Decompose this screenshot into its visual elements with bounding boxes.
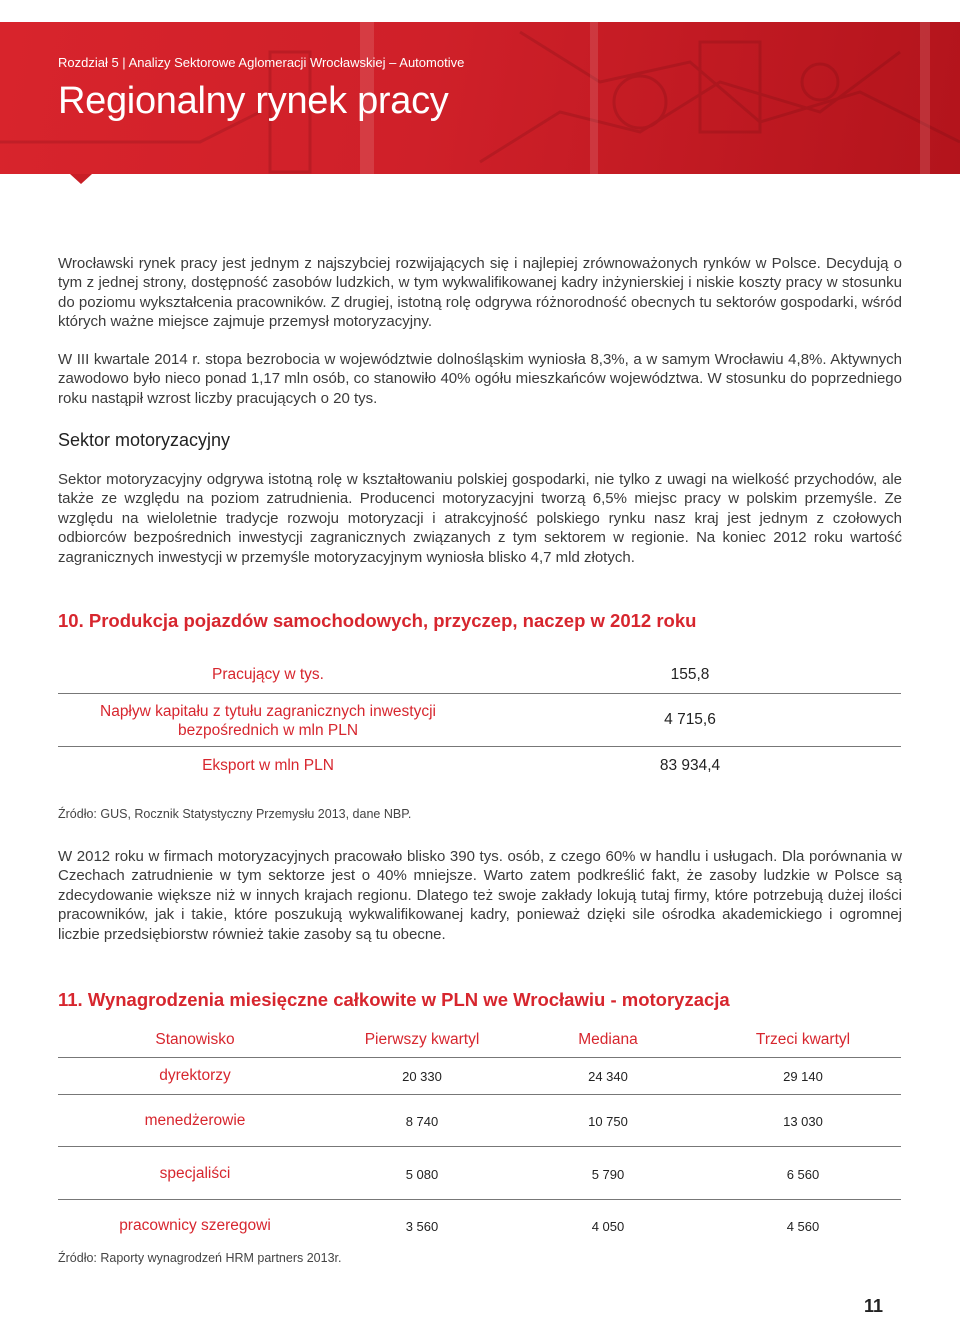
- table-10-divider: [58, 693, 901, 694]
- breadcrumb: Rozdział 5 | Analizy Sektorowe Aglomeracji Wrocławskiej – Automotive: [58, 55, 465, 70]
- table-11-header-position: Stanowisko: [155, 1031, 235, 1048]
- table-11-q3-value: 29 140: [783, 1069, 823, 1084]
- table-10-value-employed: 155,8: [670, 666, 710, 683]
- table-11-median-value: 4 050: [591, 1219, 625, 1234]
- table-11-header-q3: Trzeci kwartyl: [755, 1031, 851, 1048]
- table-11-position: specjaliści: [159, 1165, 231, 1182]
- table-11-position: menedżerowie: [144, 1112, 246, 1129]
- table-11-header-median: Mediana: [578, 1031, 638, 1048]
- table-11-q1-value: 8 740: [405, 1114, 439, 1129]
- table-11-position: pracownicy szeregowi: [119, 1217, 271, 1234]
- table-11-median-value: 10 750: [588, 1114, 628, 1129]
- table-10-label-employed: Pracujący w tys.: [212, 666, 324, 683]
- table-11-divider: [58, 1057, 901, 1058]
- table-11-header-q1: Pierwszy kwartyl: [364, 1031, 480, 1048]
- table-11-q1-value: 3 560: [405, 1219, 439, 1234]
- table-11-position: dyrektorzy: [159, 1067, 231, 1084]
- table-10-divider: [58, 746, 901, 747]
- table-11-source: Źródło: Raporty wynagrodzeń HRM partners 2013r.: [58, 1251, 342, 1265]
- middle-paragraph: W 2012 roku w firmach motoryzacyjnych pracowało blisko 390 tys. osób, z czego 60% w handlu i usługach. Dla porównania w Czechach zatrudnienie w tym sektorze jest o 40% mniejsze. Warto zatem podkreślić fakt, że zasoby ludzkie w Polsce są zdecydowanie większe niż w innych krajach regionu. Dlatego też swoje zakłady lokują tutaj firmy, które potrzebują dużej ilości pracowników, jak i takie, które poszukują wykwalifikowanej kadry, ponieważ dzięki sile ośrodka akademickiego i ogromnej liczbie przedsiębiorstw również takie zasoby są tu obecne.: [58, 848, 902, 943]
- sector-paragraph: Sektor motoryzacyjny odgrywa istotną rolę w kształtowaniu polskiej gospodarki, nie tylko z uwagi na wielkość przychodów, ale także ze względu na poziom zatrudnienia. Producenci motoryzacyjni tworzą 6,5% miejsc pracy w polskim przemyśle. Ze względu na wieloletnie tradycje rozwoju motoryzacji i atrakcyjność polskiego rynku nasz kraj jest jednym z czołowych odbiorców bezpośrednich inwestycji zagranicznych związanych z tym sektorem w regionie. Na koniec 2012 roku wartość zagranicznych inwestycji w przemyśle motoryzacyjnym wyniosła blisko 4,7 mld złotych.: [58, 471, 902, 566]
- table-11-q3-value: 6 560: [786, 1167, 820, 1182]
- page-title: Regionalny rynek pracy: [58, 80, 449, 122]
- table-11-divider: [58, 1094, 901, 1095]
- section-heading-sector: Sektor motoryzacyjny: [58, 430, 231, 450]
- table-10-title: 10. Produkcja pojazdów samochodowych, przyczep, naczep w 2012 roku: [58, 610, 697, 631]
- table-10-label-export: Eksport w mln PLN: [202, 757, 334, 774]
- table-11-median-value: 5 790: [591, 1167, 625, 1182]
- table-10-source: Źródło: GUS, Rocznik Statystyczny Przemysłu 2013, dane NBP.: [58, 807, 412, 821]
- page-number: 11: [864, 1296, 884, 1316]
- table-11-title: 11. Wynagrodzenia miesięczne całkowite w PLN we Wrocławiu - motoryzacja: [58, 989, 730, 1010]
- table-11-q3-value: 4 560: [786, 1219, 820, 1234]
- table-11-median-value: 24 340: [588, 1069, 628, 1084]
- table-10-value-fdi: 4 715,6: [664, 711, 716, 728]
- banner-pointer-triangle: [70, 174, 92, 184]
- table-10-value-export: 83 934,4: [659, 757, 721, 774]
- intro-paragraph-1: Wrocławski rynek pracy jest jednym z najszybciej rozwijających się i najlepiej zrównoważonych rynków w Polsce. Decydują o tym z jednej strony, dostępność zasobów ludzkich, w tym wykwalifikowanej kadry inżynierskiej i niskie koszty pracy w stosunku do poziomu wykształcenia pracowników. Z drugiej, istotną rolę odgrywa różnorodność obecnych tu sektorów gospodarki, wśród których ważne miejsce zajmuje przemysł motoryzacyjny.: [58, 255, 902, 331]
- intro-paragraph-2: W III kwartale 2014 r. stopa bezrobocia w województwie dolnośląskim wyniosła 8,3%, a w samym Wrocławiu 4,8%. Aktywnych zawodowo było nieco ponad 1,17 mln osób, co stanowiło 40% ogółu mieszkańców województwa. W stosunku do poprzedniego roku nastąpił wzrost liczby pracujących o 20 tys.: [58, 351, 902, 407]
- top-white-strip: [0, 0, 960, 22]
- table-11-q1-value: 5 080: [405, 1167, 439, 1182]
- table-11-q1-value: 20 330: [402, 1069, 442, 1084]
- table-11-divider: [58, 1199, 901, 1200]
- table-11-q3-value: 13 030: [783, 1114, 823, 1129]
- table-11-divider: [58, 1146, 901, 1147]
- table-10-label-fdi: Napływ kapitału z tytułu zagranicznych inwestycji bezpośrednich w mln PLN: [100, 703, 436, 739]
